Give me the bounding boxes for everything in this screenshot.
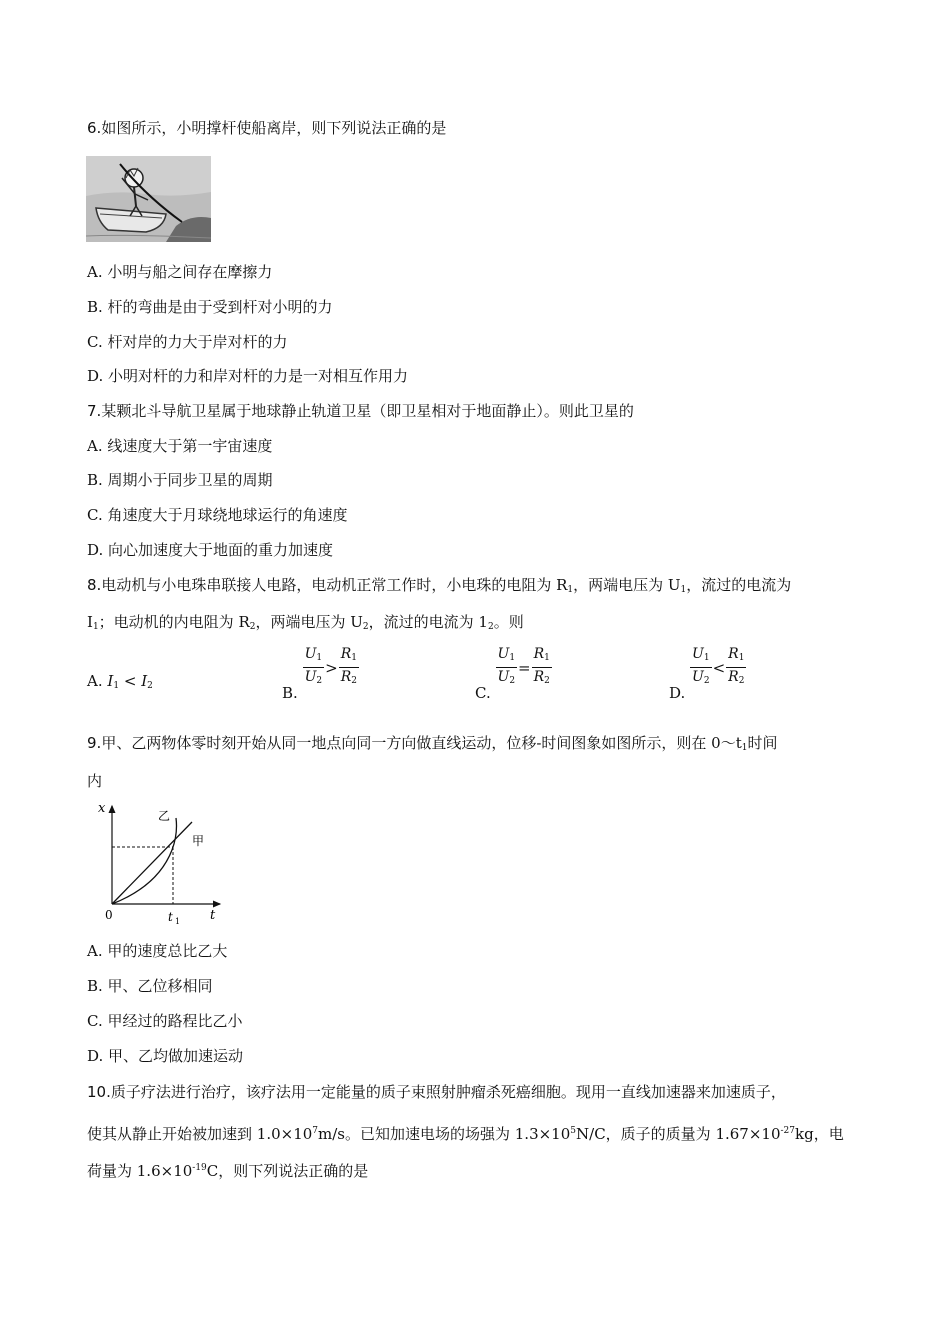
q8-text: ；电动机的内电阻为 R [98,613,250,631]
fraction [303,645,325,690]
x-axis-label: x [98,801,106,816]
math-op: < [712,658,726,677]
q8-text: ，流过的电流为 1 [368,613,488,631]
q9-stem-line2: 内 [87,772,103,790]
origin-label: 0 [105,908,113,922]
subscript: 1 [113,681,120,691]
yi-label: 乙 [158,809,171,823]
q6-stem-text: 如图所示，小明撑杆使船离岸，则下列说法正确的是 [101,119,447,137]
subscript: 1 [680,585,687,595]
q10-text: kg，电 [795,1125,844,1143]
fraction [496,645,518,690]
q7-option-d: D. 向心加速度大于地面的重力加速度 [87,541,334,559]
subscript: 2 [147,681,153,691]
q9-text: 时间 [747,734,778,752]
boat-illustration [86,156,211,242]
q8-stem-line2 [87,612,524,637]
q8-text: ，两端电压为 U [255,613,363,631]
q9-text: 甲、乙两物体零时刻开始从同一地点向同一方向做直线运动，位移-时间图象如图所示，则在 0～t [101,734,742,752]
fraction [690,645,712,690]
q10-text: N/C，质子的质量为 1.67×10 [576,1125,781,1143]
subscript: 1 [738,653,745,663]
q8-text: ，两端电压为 U [573,576,681,594]
q7-stem [87,401,634,421]
q7-option-a: A. 线速度大于第一宇宙速度 [87,437,273,455]
q10-number: 10. [87,1083,111,1101]
t-axis-label: t [210,908,216,923]
superscript: -19 [192,1163,207,1173]
jia-label: 甲 [192,834,205,848]
math-var: U [497,669,510,685]
q6-option-c: C. 杆对岸的力大于岸对杆的力 [87,333,288,351]
q8-stem-line1 [87,575,791,600]
subscript: 2 [351,676,357,686]
option-label: B. [282,683,298,702]
subscript: 1 [703,653,710,663]
q9-option-c: C. 甲经过的路程比乙小 [87,1012,243,1030]
q9-option-d: D. 甲、乙均做加速运动 [87,1047,244,1065]
superscript: 5 [570,1126,577,1136]
subscript: 2 [249,622,256,632]
q10-text: 使其从静止开始被加速到 1.0×10 [87,1125,313,1143]
q9-option-a: A. 甲的速度总比乙大 [87,942,228,960]
math-var: I [107,672,114,690]
math-var: U [304,646,317,662]
q7-number: 7. [87,402,102,420]
math-var: U [692,646,704,662]
math-var: R [340,669,352,685]
math-op: = [518,658,531,677]
q10-text: 质子疗法进行治疗，该疗法用一定能量的质子束照射肿瘤杀死癌细胞。现用一直线加速器来加速质子， [110,1083,786,1101]
q8-text: ，流过的电流为 [686,576,792,594]
superscript: -27 [780,1126,795,1136]
q9-stem-line1 [87,733,777,758]
option-label: D. [669,683,686,702]
yi-curve [112,818,177,904]
q6-option-a: A. 小明与船之间存在摩擦力 [87,263,273,281]
q10-stem-line3 [87,1158,368,1181]
q8-option-a [87,672,153,691]
t1-subscript: 1 [175,917,181,926]
subscript: 1 [509,653,516,663]
q7-stem-text: 某颗北斗导航卫星属于地球静止轨道卫星（即卫星相对于地面静止）。则此卫星的 [101,402,634,420]
math-var: U [497,646,510,662]
subscript: 2 [544,676,550,686]
position-time-graph [92,798,232,926]
q8-text: I [87,613,93,631]
q8-option-b [282,645,359,702]
fraction [532,645,552,690]
math-var: R [533,646,545,662]
q8-option-d [669,645,746,702]
subscript: 2 [487,622,494,632]
q6-option-d: D. 小明对杆的力和岸对杆的力是一对相互作用力 [87,367,409,385]
fraction [339,645,359,690]
subscript: 1 [92,622,99,632]
subscript: 2 [738,676,745,686]
jia-line [112,822,192,904]
q10-stem-line2 [87,1121,844,1144]
math-var: I [141,672,148,690]
subscript: 1 [567,585,574,595]
math-var: U [304,669,317,685]
subscript: 1 [544,653,550,663]
q10-text: C，则下列说法正确的是 [206,1162,369,1180]
q7-option-b: B. 周期小于同步卫星的周期 [87,471,273,489]
q8-number: 8. [87,576,102,594]
q9-option-b: B. 甲、乙位移相同 [87,977,213,995]
option-label: C. [475,683,491,702]
subscript: 2 [703,676,710,686]
q8-option-c [475,645,552,702]
subscript: 1 [741,743,748,753]
superscript: 7 [312,1126,319,1136]
q6-stem [87,118,446,138]
subscript: 2 [316,676,323,686]
math-op: < [123,672,137,690]
math-var: R [728,646,739,662]
q9-number: 9. [87,734,102,752]
math-op: > [325,658,338,677]
q8-text: 电动机与小电珠串联接人电路，电动机正常工作时，小电珠的电阻为 R [101,576,568,594]
q10-text: 荷量为 1.6×10 [87,1162,193,1180]
subscript: 1 [316,653,323,663]
q10-text: m/s。已知加速电场的场强为 1.3×10 [318,1125,571,1143]
q8-text: 。则 [493,613,524,631]
fraction [726,645,746,690]
math-var: R [728,669,739,685]
option-label: A. [87,672,103,690]
subscript: 1 [351,653,357,663]
math-var: R [340,646,352,662]
q7-option-c: C. 角速度大于月球绕地球运行的角速度 [87,506,348,524]
subscript: 2 [362,622,369,632]
q6-option-b: B. 杆的弯曲是由于受到杆对小明的力 [87,298,333,316]
q6-number: 6. [87,119,102,137]
math-var: R [533,669,545,685]
math-var: U [692,669,704,685]
q10-stem-line1 [87,1082,786,1102]
t1-label: t [168,910,173,924]
subscript: 2 [509,676,516,686]
